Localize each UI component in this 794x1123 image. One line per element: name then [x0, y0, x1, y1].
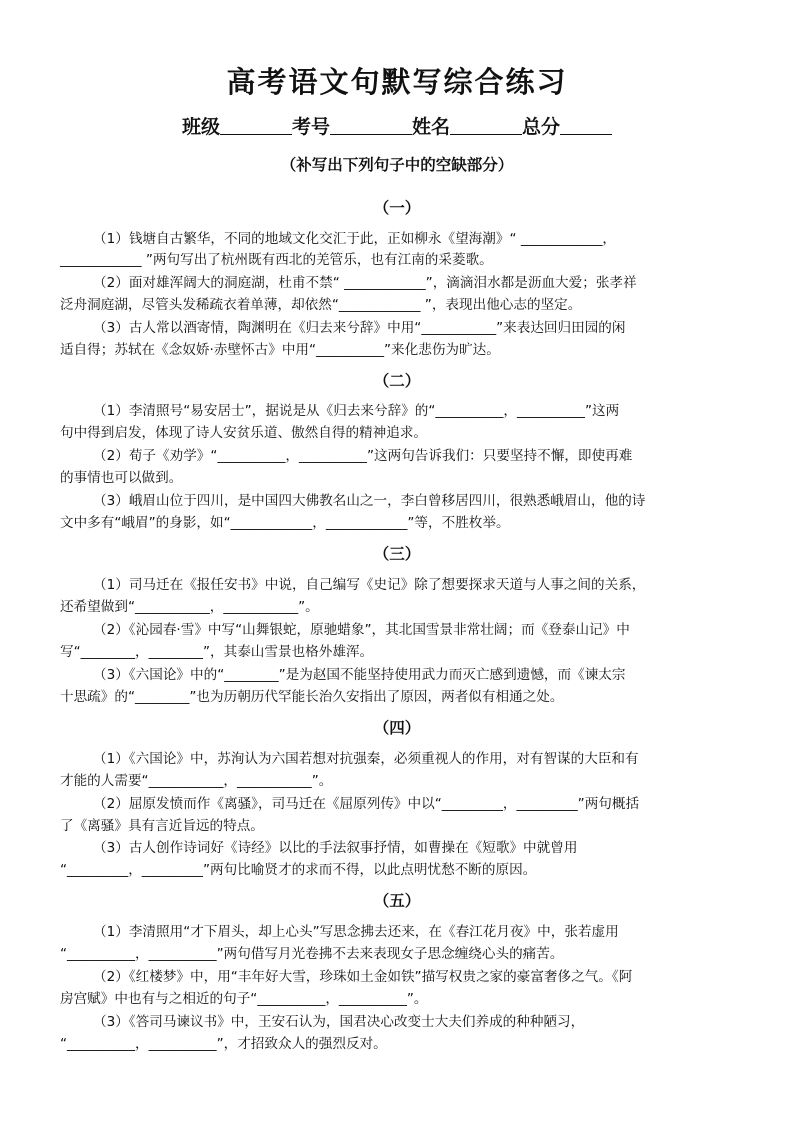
- question-line: （1）《六国论》中，苏洵认为六国若想对抗强秦，必须重视人的作用，对有智谋的大臣和有: [93, 751, 639, 767]
- question-line: （2）荀子《劝学》“__________，__________”这两句告诉我们：只要坚持不懈，即使再难: [93, 448, 633, 464]
- question-line: “_________，_________”两句比喻贤才的求而不得，以此点明忧愁不断的原因。: [60, 862, 537, 878]
- number-blank[interactable]: [330, 116, 412, 135]
- question-line: （1）钱塘自古繁华，不同的地域文化交汇于此，正如柳永《望海潮》“ ____________，: [93, 231, 616, 247]
- question-line: （3）峨眉山位于四川，是中国四大佛教名山之一，李白曾移居四川，很熟悉峨眉山，他的诗: [93, 493, 646, 509]
- question-line: （3）《答司马谏议书》中，王安石认为，国君决心改变士大夫们养成的种种陋习，: [93, 1014, 585, 1030]
- question-line: （3）古人创作诗词好《诗经》以比的手法叙事抒情，如曹操在《短歌》中就曾用: [93, 840, 578, 856]
- question-line: 的事情也可以做到。: [60, 470, 183, 486]
- question-line: （3）古人常以酒寄情，陶渊明在《归去来兮辞》中用“___________”来表达回归田园的闲: [93, 320, 626, 336]
- question-line: （2）《红楼梦》中，用“丰年好大雪，珍珠如土金如铁”描写权贵之家的豪富奢侈之气。《阿: [93, 969, 633, 985]
- question-line: 十思疏》的“________”也为历朝历代罕能长治久安指出了原因，两者似有相通之处。: [60, 689, 564, 705]
- question-line: 才能的人需要“___________，___________”。: [60, 773, 333, 789]
- question-line: 房宫赋》中也有与之相近的句子“__________，__________”。: [60, 991, 428, 1007]
- question-line: 适自得；苏轼在《念奴娇·赤壁怀古》中用“__________”来化悲伤为旷达。: [60, 342, 500, 358]
- question-line: “__________，__________”两句借写月光卷拂不去来表现女子思念缠绕心头的痛苦。: [60, 946, 564, 962]
- question-line: （2）《沁园春·雪》中写“山舞银蛇，原驰蜡象”，其北国雪景非常壮阔；而《登泰山记》中: [93, 622, 630, 638]
- question-line: （1）司马迁在《报任安书》中说，自己编写《史记》除了想要探求天道与人事之间的关系，: [93, 577, 646, 593]
- question-line: 了《离骚》具有言近旨远的特点。: [60, 818, 264, 834]
- score-blank[interactable]: [560, 116, 612, 135]
- question-line: 泛舟洞庭湖，尽管头发稀疏衣着单薄，却依然“____________ ”，表现出他心志的坚定。: [60, 297, 582, 313]
- instructions: （补写出下列句子中的空缺部分）: [280, 155, 514, 174]
- question-line: （2）屈原发愤而作《离骚》，司马迁在《屈原列传》中以“_________，_________”两句概括: [93, 796, 640, 812]
- section-heading: （三）: [373, 544, 421, 563]
- score-label: 总分: [522, 116, 561, 138]
- question-line: 句中得到启发，体现了诗人安贫乐道、傲然自得的精神追求。: [60, 425, 428, 441]
- class-label: 班级: [181, 116, 220, 138]
- number-label: 考号: [291, 116, 330, 138]
- question-line: 还希望做到“___________，___________”。: [60, 599, 319, 615]
- section-heading: （五）: [373, 891, 421, 910]
- name-label: 姓名: [412, 116, 451, 138]
- question-line: “__________，__________”，才招致众人的强烈反对。: [60, 1036, 387, 1052]
- name-blank[interactable]: [450, 116, 522, 135]
- section-heading: （二）: [373, 371, 421, 390]
- section-heading: （四）: [373, 718, 421, 737]
- question-line: （3）《六国论》中的“________”是为赵国不能坚持使用武力而灭亡感到遗憾，而《谏太宗: [93, 667, 626, 683]
- page-title: 高考语文句默写综合练习: [226, 65, 568, 99]
- question-line: （1）李清照用“才下眉头，却上心头”写思念拂去还来，在《春江花月夜》中，张若虚用: [93, 924, 619, 940]
- question-line: 写“________，________”，其泰山雪景也格外雄浑。: [60, 644, 374, 660]
- question-line: 文中多有“峨眉”的身影，如“____________，____________”等，不胜枚举。: [60, 515, 510, 531]
- question-line: （2）面对雄浑阔大的洞庭湖，杜甫不禁“ ____________”，滴滴泪水都是沥血大爱；张孝祥: [93, 275, 637, 291]
- class-blank[interactable]: [220, 116, 292, 135]
- question-line: （1）李清照号“易安居士”，据说是从《归去来兮辞》的“__________，__________”这两: [93, 403, 620, 419]
- student-info-line: [0, 112, 794, 139]
- question-line: ____________ ”两句写出了杭州既有西北的羌管乐，也有江南的采菱歌。: [60, 252, 493, 268]
- section-heading: （一）: [373, 198, 421, 217]
